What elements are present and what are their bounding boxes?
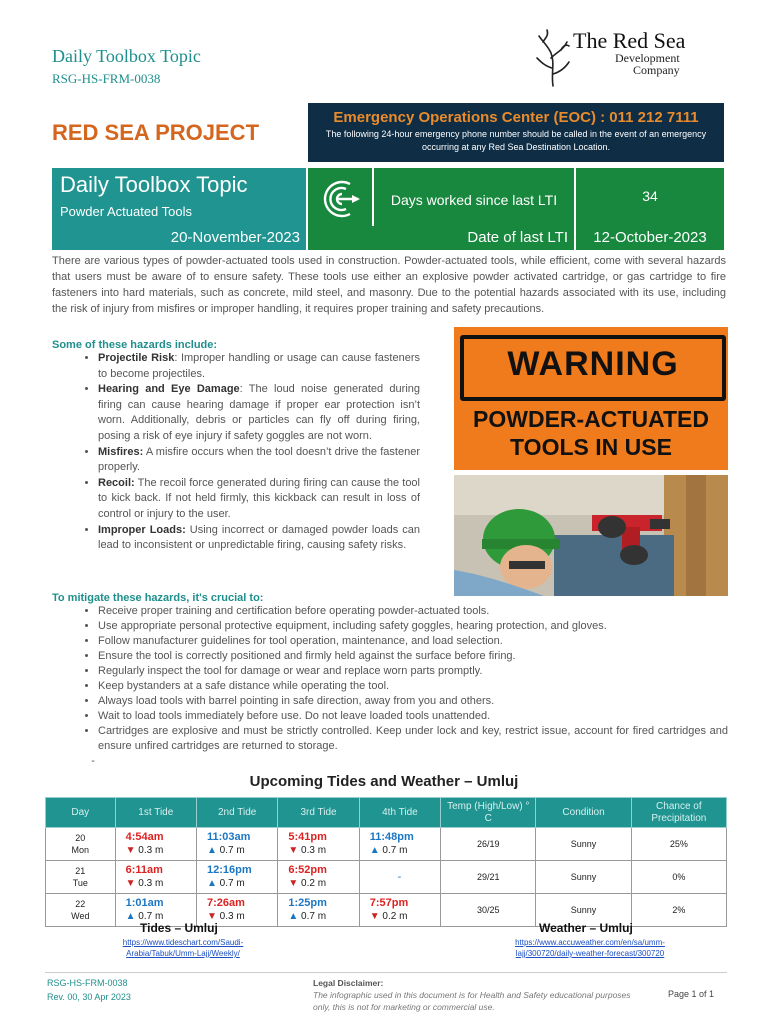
eoc-text: The following 24-hour emergency phone number should be called in the event of an emergency occurring at any Red Sea Destination Location. bbox=[325, 129, 707, 152]
last-lti-label-cell bbox=[308, 226, 574, 250]
tide-down-icon: ▼ bbox=[125, 845, 139, 856]
tide-cell: 5:41pm ▼ 0.3 m bbox=[278, 828, 359, 861]
footer-divider bbox=[45, 972, 727, 973]
mitigation-item: • Always load tools with barrel pointing in safe direction, away from you and others. bbox=[98, 694, 728, 709]
tide-down-icon: ▼ bbox=[288, 878, 302, 889]
tides-source-link[interactable]: https://www.tideschart.com/Saudi-Arabia/Tabuk/Umm-Lajj/Weekly/ bbox=[122, 938, 244, 958]
tide-down-icon: ▼ bbox=[288, 845, 302, 856]
tides-header-cell: Temp (High/Low) ° C bbox=[441, 798, 536, 828]
safety-logo-cell bbox=[308, 168, 372, 230]
tides-body bbox=[46, 828, 727, 927]
tides-header-cell: 1st Tide bbox=[115, 798, 196, 828]
tides-header-cell: 3rd Tide bbox=[278, 798, 359, 828]
hazard-item: • Hearing and Eye Damage: The loud noise generated during firing can cause hearing damage if proper ear protection isn’t worn. Additionally, debris or particles can fly off during firing, posing a risk of eye injury if safety goggles are not worn. bbox=[98, 382, 420, 444]
tides-source-label: Tides – Umluj bbox=[140, 921, 218, 935]
mitigation-item: • Wait to load tools immediately before use. Do not leave loaded tools unattended. bbox=[98, 709, 728, 724]
tides-header-row bbox=[46, 798, 727, 828]
days-worked-label-cell bbox=[374, 168, 574, 230]
cond-cell: Sunny bbox=[536, 828, 631, 861]
tide-cell: 12:16pm ▲ 0.7 m bbox=[196, 861, 277, 894]
page-number: Page 1 of 1 bbox=[668, 989, 715, 999]
project-title: RED SEA PROJECT bbox=[52, 120, 260, 145]
company-logo bbox=[533, 28, 733, 88]
tide-cell: 1:01am ▲ 0.7 m bbox=[115, 894, 196, 927]
target-icon bbox=[308, 168, 372, 230]
tides-row bbox=[46, 861, 727, 894]
footer-code: RSG-HS-FRM-0038 Rev. 00, 30 Apr 2023 bbox=[47, 978, 131, 1002]
cond-cell: Sunny bbox=[536, 861, 631, 894]
last-lti-label: Date of last LTI bbox=[467, 229, 568, 246]
tide-cell: 7:26am ▼ 0.3 m bbox=[196, 894, 277, 927]
intro-paragraph: There are various types of powder-actuated tools used in construction. Powder-actuated tools, while efficient, come with several hazards that users must be aware of to ensure safety. These tools use either an explosive powder activated cartridge, or gas cartridge to fire fasteners into hard materials, such as concrete, mild steel, and masonry. Due to the potential hazards associated with its use, including the risk of injury from misfires or improper handling, it requires proper training and safety precautions. bbox=[52, 255, 726, 315]
lti-panel bbox=[308, 168, 724, 250]
warning-sign bbox=[454, 327, 728, 470]
tide-cell: 4:54am ▼ 0.3 m bbox=[115, 828, 196, 861]
tides-row bbox=[46, 828, 727, 861]
topic-subtitle: Powder Actuated Tools bbox=[60, 204, 193, 219]
tide-cell: 1:25pm ▲ 0.7 m bbox=[278, 894, 359, 927]
mitigation-item: • Keep bystanders at a safe distance while operating the tool. bbox=[98, 679, 728, 694]
hazards-section bbox=[52, 339, 420, 554]
tides-header-cell: Day bbox=[46, 798, 116, 828]
tide-down-icon: ▼ bbox=[125, 878, 139, 889]
warning-word: WARNING bbox=[507, 345, 679, 383]
last-lti-value-cell bbox=[576, 226, 724, 250]
precip-cell: 2% bbox=[631, 894, 726, 927]
tide-up-icon: ▲ bbox=[125, 911, 139, 922]
temp-cell: 26/19 bbox=[441, 828, 536, 861]
tide-cell: 6:11am ▼ 0.3 m bbox=[115, 861, 196, 894]
logo-wordmark: The Red Sea bbox=[573, 28, 686, 53]
eoc-banner bbox=[308, 103, 724, 162]
tides-header-cell: Condition bbox=[536, 798, 631, 828]
precip-cell: 0% bbox=[631, 861, 726, 894]
hazards-heading: Some of these hazards include: bbox=[52, 339, 218, 351]
mitigation-item: • Follow manufacturer guidelines for tool operation, maintenance, and load selection. bbox=[98, 634, 728, 649]
logo-subtitle: Development Company bbox=[615, 51, 680, 77]
weather-source-link[interactable]: https://www.accuweather.com/en/sa/umm-lajj/300720/daily-weather-forecast/300720 bbox=[515, 938, 665, 958]
topic-date: 20-November-2023 bbox=[170, 229, 300, 246]
tide-up-icon: ▲ bbox=[288, 911, 302, 922]
hazard-item: • Improper Loads: Using incorrect or damaged powder loads can lead to inconsistent or unpredictable firing, causing safety risks. bbox=[98, 523, 420, 554]
days-worked-value: 34 bbox=[642, 188, 658, 204]
day-cell: 20 Mon bbox=[46, 828, 116, 861]
hazard-item: • Misfires: A misfire occurs when the tool doesn’t drive the fastener properly. bbox=[98, 445, 420, 476]
day-cell: 21 Tue bbox=[46, 861, 116, 894]
day-cell: 22 Wed bbox=[46, 894, 116, 927]
mitigation-item: • Use appropriate personal protective equipment, including safety goggles, hearing protection, and gloves. bbox=[98, 619, 728, 634]
tides-title: Upcoming Tides and Weather – Umluj bbox=[249, 773, 519, 790]
tides-header-cell: 4th Tide bbox=[359, 798, 440, 828]
mitigation-item: • Receive proper training and certification before operating powder-actuated tools. bbox=[98, 604, 728, 619]
temp-cell: 29/21 bbox=[441, 861, 536, 894]
tide-up-icon: ▲ bbox=[369, 845, 383, 856]
coral-icon bbox=[533, 28, 573, 88]
mitigation-item: • Regularly inspect the tool for damage or wear and replace worn parts promptly. bbox=[98, 664, 728, 679]
days-worked-value-cell bbox=[576, 168, 724, 230]
topic-title: Daily Toolbox Topic bbox=[60, 172, 248, 197]
precip-cell: 25% bbox=[631, 828, 726, 861]
header-title: Daily Toolbox Topic bbox=[52, 46, 201, 66]
weather-source-label: Weather – Umluj bbox=[539, 921, 633, 935]
tides-header-cell: Chance of Precipitation bbox=[631, 798, 726, 828]
warning-text: POWDER-ACTUATED TOOLS IN USE bbox=[473, 406, 709, 460]
mitigation-item: • Ensure the tool is correctly positioned and firmly held against the surface before firing. bbox=[98, 649, 728, 664]
tides-header-cell: 2nd Tide bbox=[196, 798, 277, 828]
tide-up-icon: ▲ bbox=[206, 845, 220, 856]
mitigation-list bbox=[52, 604, 728, 769]
tide-down-icon: ▼ bbox=[369, 911, 383, 922]
tide-cell: 11:03am ▲ 0.7 m bbox=[196, 828, 277, 861]
tide-cell: 7:57pm ▼ 0.2 m bbox=[359, 894, 440, 927]
hazards-list bbox=[52, 351, 420, 554]
tide-cell: - bbox=[359, 861, 440, 894]
last-lti-value: 12-October-2023 bbox=[593, 229, 707, 246]
tide-down-icon: ▼ bbox=[206, 911, 220, 922]
topic-box bbox=[52, 168, 306, 250]
legal-disclaimer: Legal Disclaimer: The infographic used in this document is for Health and Safety educational purposes only, this is not for marketing or commercial use. bbox=[313, 978, 631, 1012]
mitigation-item bbox=[98, 754, 728, 769]
temp-cell: 30/25 bbox=[441, 894, 536, 927]
tide-up-icon: ▲ bbox=[206, 878, 220, 889]
hazard-item: • Recoil: The recoil force generated during firing can cause the tool to kick back. If not held firmly, this kickback can result in loss of control or injury to the user. bbox=[98, 476, 420, 523]
hazard-item: • Projectile Risk: Improper handling or usage can cause fasteners to become projectiles. bbox=[98, 351, 420, 382]
cond-cell: Sunny bbox=[536, 894, 631, 927]
mitigation-heading: To mitigate these hazards, it's crucial to: bbox=[52, 592, 264, 604]
tide-cell: 6:52pm ▼ 0.2 m bbox=[278, 861, 359, 894]
tides-table bbox=[45, 797, 727, 927]
mitigation-section bbox=[52, 592, 728, 769]
days-worked-label: Days worked since last LTI bbox=[390, 192, 558, 208]
mitigation-item: • Cartridges are explosive and must be strictly controlled. Keep under lock and key, restrict issue, account for fired cartridges and ensure unfired cartridges are returned to storage. bbox=[98, 724, 728, 754]
eoc-title: Emergency Operations Center (EOC) : 011 212 7111 bbox=[333, 109, 699, 126]
warning-frame bbox=[460, 335, 726, 401]
tide-cell: 11:48pm ▲ 0.7 m bbox=[359, 828, 440, 861]
worker-photo bbox=[454, 475, 728, 596]
document-code: RSG-HS-FRM-0038 bbox=[52, 71, 161, 86]
